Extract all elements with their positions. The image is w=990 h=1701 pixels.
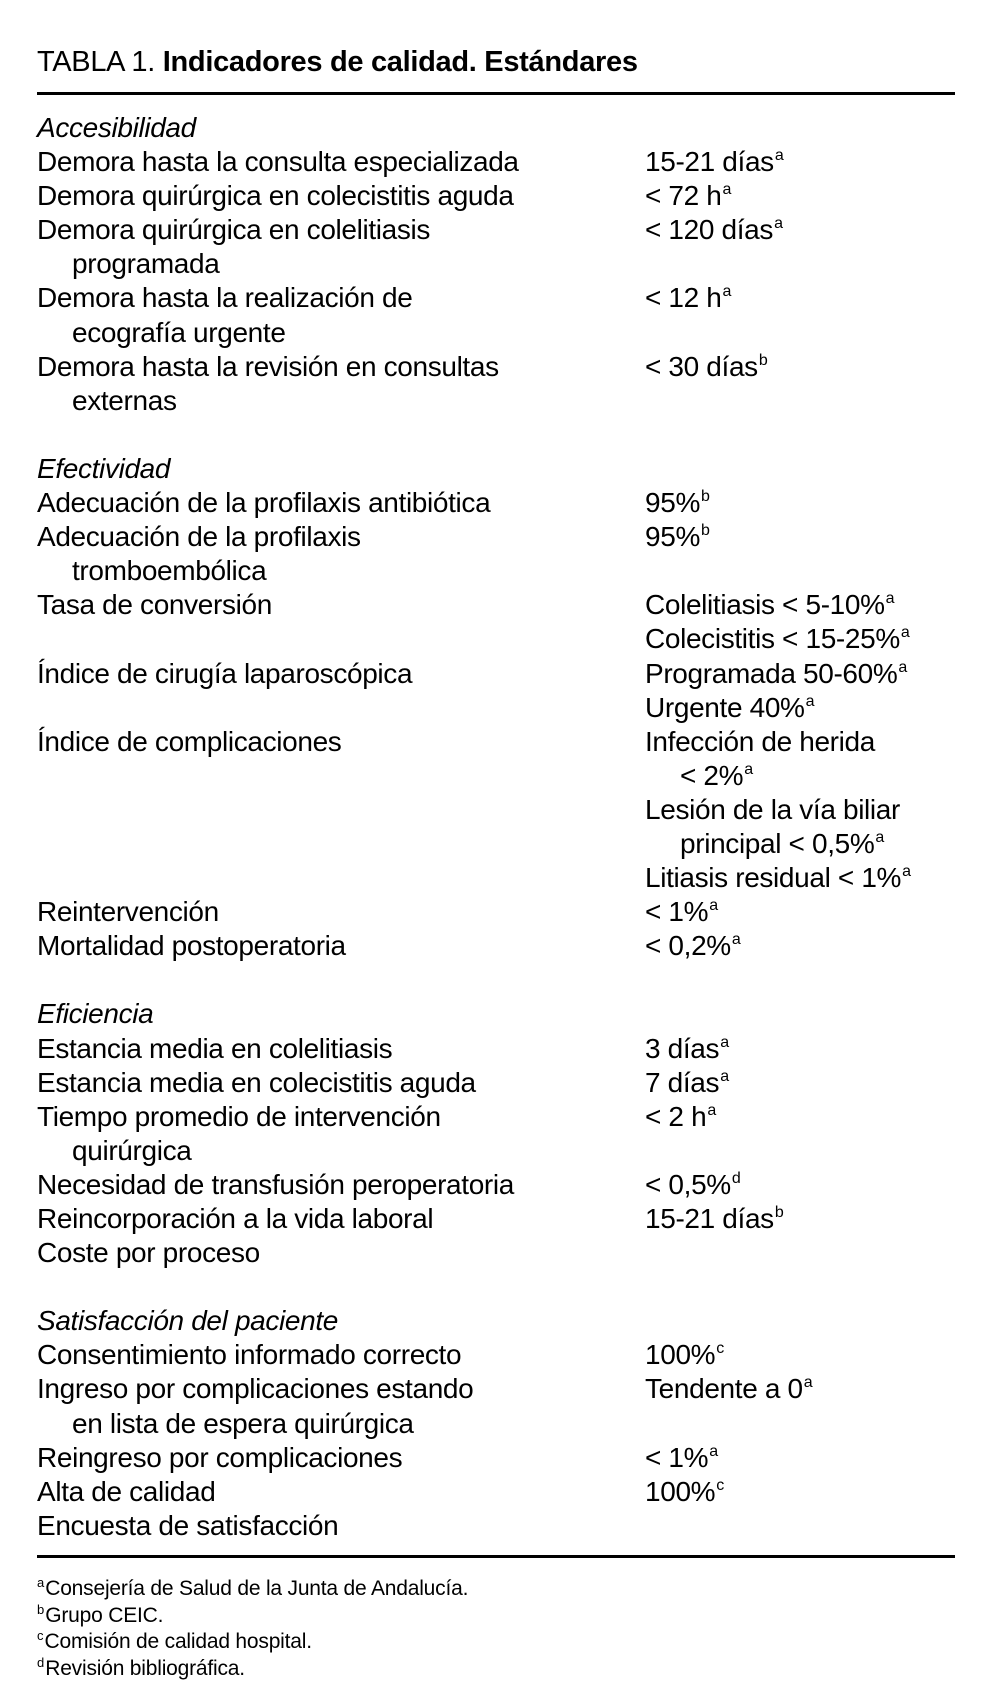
indicator-row [37,486,955,520]
indicator-label-text: Demora quirúrgica en colelitiasis [37,214,431,246]
standard-line [645,793,955,827]
indicator-row [37,929,955,963]
indicator-row [37,179,955,213]
standard-value: < 1% [645,1441,709,1473]
footnote-d [37,1656,955,1683]
indicator-label-text: Reingreso por complicaciones [37,1441,403,1473]
section-header: Eficiencia [37,998,154,1030]
footnote-marker: d [37,1655,45,1671]
footnote-ref: a [875,828,885,846]
standard-line [645,1475,955,1509]
indicator-row [37,520,955,588]
indicator-standard [645,486,955,520]
indicator-standard [645,179,955,213]
standard-line [645,1441,955,1475]
top-rule [37,92,955,95]
standard-value: 100% [645,1475,716,1507]
standard-value: < 0,5% [645,1168,731,1200]
standard-value: 15-21 días [645,1203,774,1234]
footnote-ref: a [709,1442,719,1460]
indicator-row [37,1509,955,1543]
standard-line [645,1372,955,1406]
indicator-label [37,179,645,213]
indicator-row [37,145,955,179]
indicator-label-text: Estancia media en colecistitis aguda [37,1066,476,1098]
standard-line [645,929,955,963]
footnote-ref: a [900,624,910,642]
indicator-label-text: Índice de complicaciones [37,725,342,757]
indicator-row [37,1066,955,1100]
indicator-label-text: Demora quirúrgica en colecistitis aguda [37,180,514,212]
footnote-ref: a [774,147,784,165]
standard-value: Colecistitis < 15-25% [645,623,900,655]
footnote-marker: b [37,1601,45,1617]
section-header: Satisfacción del paciente [37,1305,339,1337]
footnote-ref: c [716,1340,725,1358]
footnote-text: Revisión bibliográfica. [45,1657,245,1681]
indicator-label [37,486,645,520]
footnote-b [37,1603,955,1630]
footnote-ref: a [720,1033,730,1051]
bottom-rule [37,1555,955,1558]
indicator-label [37,1475,645,1509]
section-header: Efectividad [37,452,171,484]
standard-line [645,1032,955,1066]
standard-line [645,725,955,759]
indicator-label [37,895,645,929]
indicator-label-text: Tasa de conversión [37,589,272,621]
indicator-label [37,1202,645,1236]
indicator-row [37,1202,955,1236]
standard-value: 95% [645,487,700,519]
footnote-ref: d [731,1169,741,1187]
footnotes [37,1576,955,1683]
standard-line [645,827,955,861]
standard-line [645,486,955,520]
footnote-ref: b [701,488,710,506]
indicator-row [37,1475,955,1509]
indicator-label-text: Alta de calidad [37,1475,216,1507]
indicator-label-continuation: tromboembólica [72,555,267,587]
indicator-standard [645,1202,955,1236]
indicator-label [37,1509,645,1543]
section-eficiencia [37,997,955,1270]
indicator-label [37,1338,645,1372]
indicator-label-text: Adecuación de la profilaxis antibiótica [37,487,491,519]
standard-value: principal < 0,5% [680,827,875,859]
table-caption: Indicadores de calidad. Estándares [162,46,638,78]
footnote-ref: a [722,283,732,301]
indicator-label-text: Demora hasta la realización de [37,282,413,314]
standard-value: 7 días [645,1066,720,1098]
standard-line [645,350,955,384]
standard-value: 95% [645,521,700,553]
standard-value: < 72 h [645,180,722,212]
indicator-standard [645,725,955,895]
standard-value: < 0,2% [645,930,731,962]
standard-line [645,759,955,793]
indicator-label-text: Demora hasta la revisión en consultas [37,350,499,382]
standard-value: Infección de herida [645,725,875,757]
indicator-row [37,725,955,895]
indicator-standard [645,1338,955,1372]
indicator-label [37,929,645,963]
footnote-ref: a [898,658,908,676]
standard-value: < 30 días [645,350,758,382]
standard-line [645,895,955,929]
indicator-standard [645,1236,955,1270]
footnote-ref: b [758,351,768,369]
standard-value: < 120 días [645,214,774,246]
section-header: Accesibilidad [37,112,196,143]
indicator-label-text: Estancia media en colelitiasis [37,1032,393,1064]
indicator-row [37,350,955,418]
footnote-a [37,1576,955,1603]
table-title [37,45,955,79]
indicator-standard [645,1100,955,1168]
footnote-ref: a [722,181,732,199]
indicator-label-continuation: programada [72,248,220,280]
footnote-ref: a [744,760,754,778]
standard-value: Colelitiasis < 5-10% [645,589,885,621]
indicator-label [37,145,645,179]
standard-line [645,145,955,179]
indicator-row [37,588,955,656]
footnote-ref: b [774,1204,784,1221]
indicators-table [37,111,955,1543]
indicator-label [37,725,645,895]
indicator-label [37,213,645,281]
standard-line [645,588,955,622]
indicator-label-text: Adecuación de la profilaxis [37,521,361,553]
indicator-standard [645,350,955,418]
standard-value: Lesión de la vía biliar [645,793,900,825]
indicator-row [37,1168,955,1202]
indicator-standard [645,1066,955,1100]
indicator-label-text: Reintervención [37,896,219,928]
footnote-ref: a [709,897,719,915]
section-accesibilidad [37,111,955,418]
indicator-label [37,350,645,418]
indicator-label-continuation: en lista de espera quirúrgica [72,1407,414,1439]
footnote-ref: a [803,1374,813,1392]
indicator-label [37,1100,645,1168]
indicator-row [37,281,955,349]
standard-value: < 12 h [645,282,722,314]
footnote-ref: a [885,590,895,608]
indicator-label [37,1236,645,1270]
indicator-standard [645,1441,955,1475]
indicator-standard [645,1509,955,1543]
indicator-standard [645,281,955,349]
indicator-label-text: Ingreso por complicaciones estando [37,1373,474,1405]
indicator-label-text: Demora hasta la consulta especializada [37,146,519,178]
section-spacer [37,1270,955,1304]
indicator-label [37,1066,645,1100]
indicator-standard [645,895,955,929]
standard-value: < 1% [645,896,709,928]
footnote-marker: a [37,1575,45,1590]
indicator-label [37,1372,645,1440]
indicator-row [37,1100,955,1168]
standard-value: < 2 h [645,1100,707,1132]
section-spacer [37,963,955,997]
section-spacer [37,418,955,452]
indicator-label [37,520,645,588]
indicator-row [37,1338,955,1372]
indicator-label [37,657,645,725]
indicator-standard [645,1168,955,1202]
standard-value: 3 días [645,1032,720,1064]
indicator-standard [645,657,955,725]
footnote-marker: c [37,1628,44,1644]
indicator-label [37,1032,645,1066]
standard-value: Urgente 40% [645,691,805,723]
standard-line [645,213,955,247]
indicator-label [37,1441,645,1475]
footnote-ref: a [902,863,912,881]
indicator-label-text: Mortalidad postoperatoria [37,930,346,962]
indicator-row [37,657,955,725]
standard-value: Litiasis residual < 1% [645,862,902,894]
footnote-text: Consejería de Salud de la Junta de Andalucía. [45,1577,469,1600]
standard-line [645,1168,955,1202]
footnote-ref: b [701,522,710,540]
footnote-text: Comisión de calidad hospital. [44,1630,312,1654]
indicator-row [37,895,955,929]
standard-line [645,657,955,691]
indicator-standard [645,145,955,179]
indicator-label-continuation: ecografía urgente [72,316,286,348]
indicator-row [37,213,955,281]
footnote-text: Grupo CEIC. [45,1603,164,1627]
indicator-label-text: Encuesta de satisfacción [37,1509,339,1541]
section-satisfaccion [37,1304,955,1543]
indicator-label [37,281,645,349]
footnote-ref: a [774,215,783,233]
footnote-ref: c [716,1476,725,1494]
indicator-label-text: Tiempo promedio de intervención [37,1100,441,1132]
standard-line [645,1202,955,1236]
standard-value: Tendente a 0 [645,1373,803,1405]
indicator-standard [645,1475,955,1509]
indicator-row [37,1441,955,1475]
standard-value: 15-21 días [645,146,774,178]
footnote-ref: a [805,692,815,710]
indicator-standard [645,588,955,656]
indicator-row [37,1372,955,1440]
indicator-label-text: Consentimiento informado correcto [37,1339,462,1371]
standard-value: < 2% [680,759,744,791]
table-number: TABLA 1. [37,46,155,78]
standard-line [645,179,955,213]
indicator-label-text: Necesidad de transfusión peroperatoria [37,1168,515,1200]
footnote-c [37,1629,955,1656]
standard-line [645,520,955,554]
indicator-label-text: Índice de cirugía laparoscópica [37,657,413,689]
indicator-label-continuation: externas [72,384,177,416]
indicator-standard [645,1372,955,1440]
indicator-standard [645,929,955,963]
indicator-standard [645,1032,955,1066]
footnote-ref: a [707,1101,717,1119]
standard-value: 100% [645,1339,716,1371]
footnote-ref: a [731,931,741,949]
standard-line [645,281,955,315]
standard-value: Programada 50-60% [645,657,898,689]
standard-line [645,691,955,725]
standard-line [645,861,955,895]
indicator-standard [645,213,955,281]
standard-line [645,1100,955,1134]
indicator-label [37,588,645,656]
footnote-ref: a [720,1067,730,1085]
standard-line [645,1066,955,1100]
indicator-label-continuation: quirúrgica [72,1134,192,1166]
indicator-row [37,1236,955,1270]
indicator-label-text: Reincorporación a la vida laboral [37,1203,434,1234]
indicator-row [37,1032,955,1066]
standard-line [645,1338,955,1372]
standard-line [645,622,955,656]
indicator-label [37,1168,645,1202]
indicator-standard [645,520,955,588]
indicator-label-text: Coste por proceso [37,1237,260,1269]
section-efectividad [37,452,955,963]
